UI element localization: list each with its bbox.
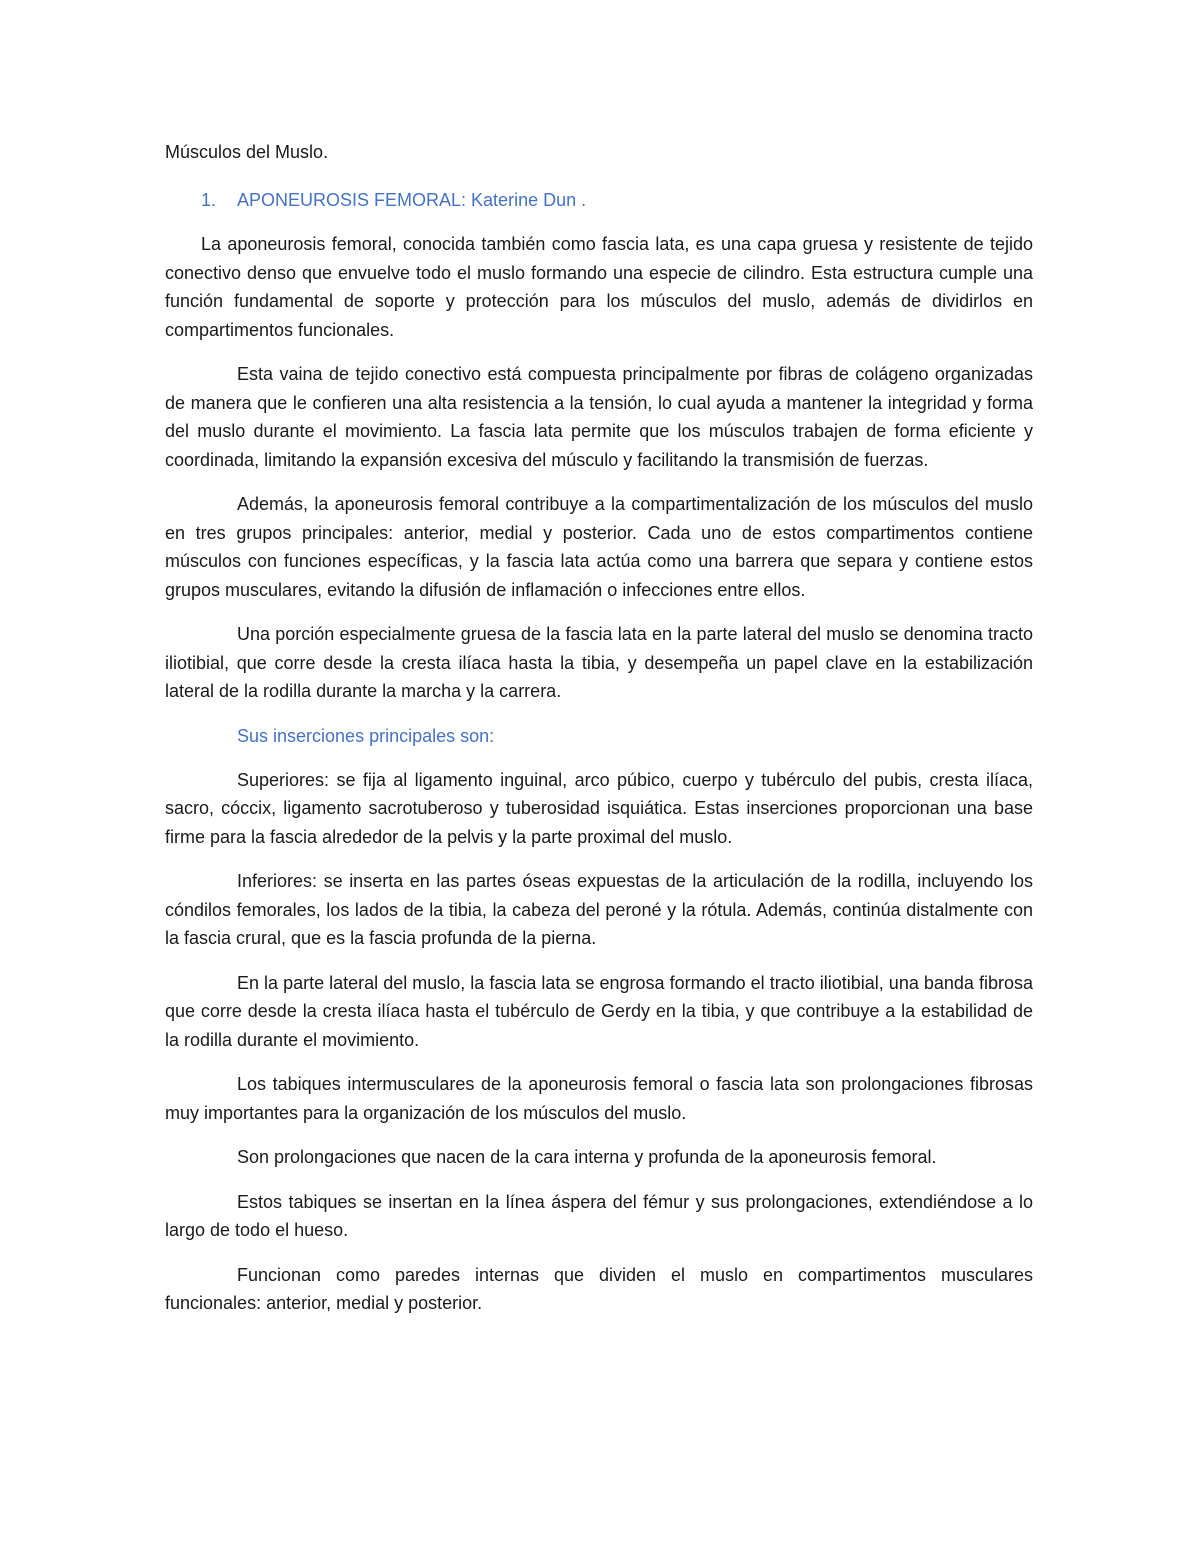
paragraph: Esta vaina de tejido conectivo está compuesta principalmente por fibras de colágeno organizadas de manera que le confieren una alta resistencia a la tensión, lo cual ayuda a mantener la integridad y forma del muslo durante el movimiento. La fascia lata permite que los músculos trabajen de forma eficiente y coordinada, limitando la expansión excesiva del músculo y facilitando la transmisión de fuerzas.: [165, 364, 1033, 470]
subheading: Sus inserciones principales son:: [237, 725, 495, 746]
document-title: Músculos del Muslo.: [165, 142, 329, 162]
paragraph: Superiores: se fija al ligamento inguinal, arco púbico, cuerpo y tubérculo del pubis, cresta ilíaca, sacro, cóccix, ligamento sacrotuberoso y tuberosidad isquiática. Estas inserciones proporcionan una base firme para la fascia alrededor de la pelvis y la parte proximal del muslo.: [165, 769, 1033, 847]
paragraph: Estos tabiques se insertan en la línea áspera del fémur y sus prolongaciones, extendiéndose a lo largo de todo el hueso.: [165, 1191, 1033, 1240]
paragraph: Los tabiques intermusculares de la aponeurosis femoral o fascia lata son prolongaciones fibrosas muy importantes para la organización de los músculos del muslo.: [165, 1074, 1033, 1123]
section-number: 1.: [201, 190, 217, 210]
paragraph: Una porción especialmente gruesa de la fascia lata en la parte lateral del muslo se denomina tracto iliotibial, que corre desde la cresta ilíaca hasta la tibia, y desempeña un papel clave en la estabilización lateral de la rodilla durante la marcha y la carrera.: [165, 624, 1033, 701]
paragraph: Inferiores: se inserta en las partes óseas expuestas de la articulación de la rodilla, incluyendo los cóndilos femorales, los lados de la tibia, la cabeza del peroné y la rótula. Además, continúa distalmente con la fascia crural, que es la fascia profunda de la pierna.: [165, 871, 1033, 948]
section-heading-text: APONEUROSIS FEMORAL: Katerine Dun .: [237, 190, 587, 210]
paragraph: Funcionan como paredes internas que dividen el muslo en compartimentos musculares funcionales: anterior, medial y posterior.: [165, 1264, 1033, 1313]
paragraph: Además, la aponeurosis femoral contribuye a la compartimentalización de los músculos del muslo en tres grupos principales: anterior, medial y posterior. Cada uno de estos compartimentos contiene músculos con funciones específicas, y la fascia lata actúa como una barrera que separa y contiene estos grupos musculares, evitando la difusión de inflamación o infecciones entre ellos.: [165, 494, 1033, 600]
paragraph: En la parte lateral del muslo, la fascia lata se engrosa formando el tracto iliotibial, una banda fibrosa que corre desde la cresta ilíaca hasta el tubérculo de Gerdy en la tibia, y que contribuye a la estabilidad de la rodilla durante el movimiento.: [165, 972, 1033, 1050]
paragraph: La aponeurosis femoral, conocida también como fascia lata, es una capa gruesa y resistente de tejido conectivo denso que envuelve todo el muslo formando una especie de cilindro. Esta estructura cumple una función fundamental de soporte y protección para los músculos del muslo, además de dividirlos en compartimentos funcionales.: [165, 234, 1033, 340]
document-page: [165, 138, 1033, 1334]
paragraph: Son prolongaciones que nacen de la cara interna y profunda de la aponeurosis femoral.: [237, 1147, 937, 1167]
section-heading: [165, 186, 1033, 214]
